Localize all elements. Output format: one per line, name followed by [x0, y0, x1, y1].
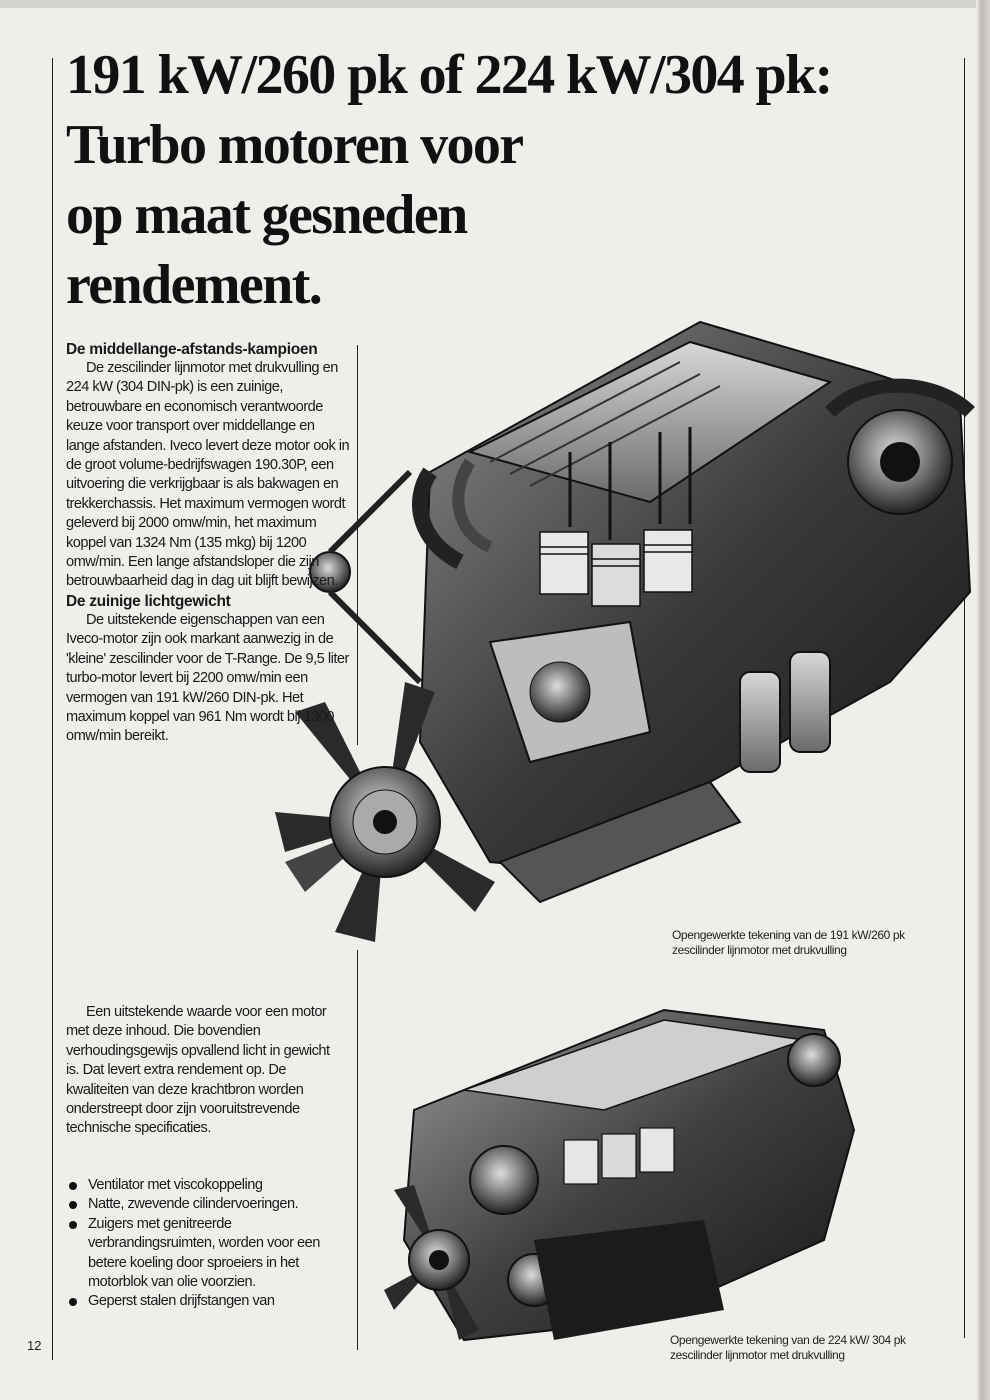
- title-line-4: rendement.: [66, 254, 322, 316]
- section-heading-1: De middellange-afstands-kampioen: [66, 341, 318, 358]
- title-line-2: Turbo motoren voor: [66, 114, 523, 176]
- bullet-item: Ventilator met viscokoppeling: [66, 1176, 356, 1195]
- caption-engine-2: Opengewerkte tekening van de 224 kW/ 304 pk zescilinder lijnmotor met drukvulling: [670, 1333, 906, 1362]
- bullet-item: Geperst stalen drijfstangen van: [66, 1292, 356, 1311]
- title-line-3: op maat gesneden: [66, 184, 467, 246]
- article-column: [66, 340, 350, 747]
- article-continuation: [66, 1003, 346, 1139]
- page-edge-top: [0, 0, 990, 8]
- bullet-item: Natte, zwevende cilindervoeringen.: [66, 1195, 356, 1214]
- section-heading-2: De zuinige lichtgewicht: [66, 592, 231, 610]
- section-body-2: De uitstekende eigenschappen van een Iveco-motor zijn ook markant aanwezig in de 'kleine' zescilinder voor de T-Range. De 9,5 liter turbo-motor levert bij 2200 omw/min een vermogen van 191 kW/260 DIN-pk. Het maximum koppel van 961 Nm wordt bij 1300 omw/min bereikt.: [66, 611, 349, 745]
- section-body-2b: Een uitstekende waarde voor een motor met deze inhoud. Die bovendien verhoudingsgewijs opvallend licht in gewicht is. Dat levert extra rendement op. De kwaliteiten van deze krachtbron worden onderstreept door zijn vooruitstrevende technische specificaties.: [66, 1004, 330, 1137]
- title-line-1: 191 kW/260 pk of 224 kW/304 pk:: [66, 44, 832, 106]
- engine-cutaway-illustration-1: [270, 262, 982, 984]
- section-body-1: De zescilinder lijnmotor met drukvulling en 224 kW (304 DIN-pk) is een zuinige, betrouwbare en economisch verantwoorde keuze voor transport over middellange en lange afstanden. Iveco levert deze motor ook in de groot volume-bedrijfswagen 190.30P, een uitvoering die verkrijgbaar is als bakwagen en trekkerchassis. Het maximum vermogen wordt geleverd bij 2000 omw/min, het maximum koppel van 1324 Nm (135 mkg) bij 1200 omw/min. Een lange afstandsloper die zijn betrouwbaarheid dag in dag uit blijft bewijzen.: [66, 360, 350, 590]
- bullet-item: Zuigers met genitreerde verbrandingsruimten, worden voor een betere koeling door sproeiers in het motorblok van olie voorzien.: [66, 1215, 356, 1293]
- spec-bullet-list: [66, 1176, 356, 1312]
- column-rule-bottom: [357, 950, 358, 1350]
- engine-cutaway-illustration-2: [384, 990, 858, 1362]
- page-number: 12: [27, 1338, 42, 1353]
- caption-engine-1: Opengewerkte tekening van de 191 kW/260 pk zescilinder lijnmotor met drukvulling: [672, 928, 905, 957]
- left-margin-rule: [52, 58, 53, 1360]
